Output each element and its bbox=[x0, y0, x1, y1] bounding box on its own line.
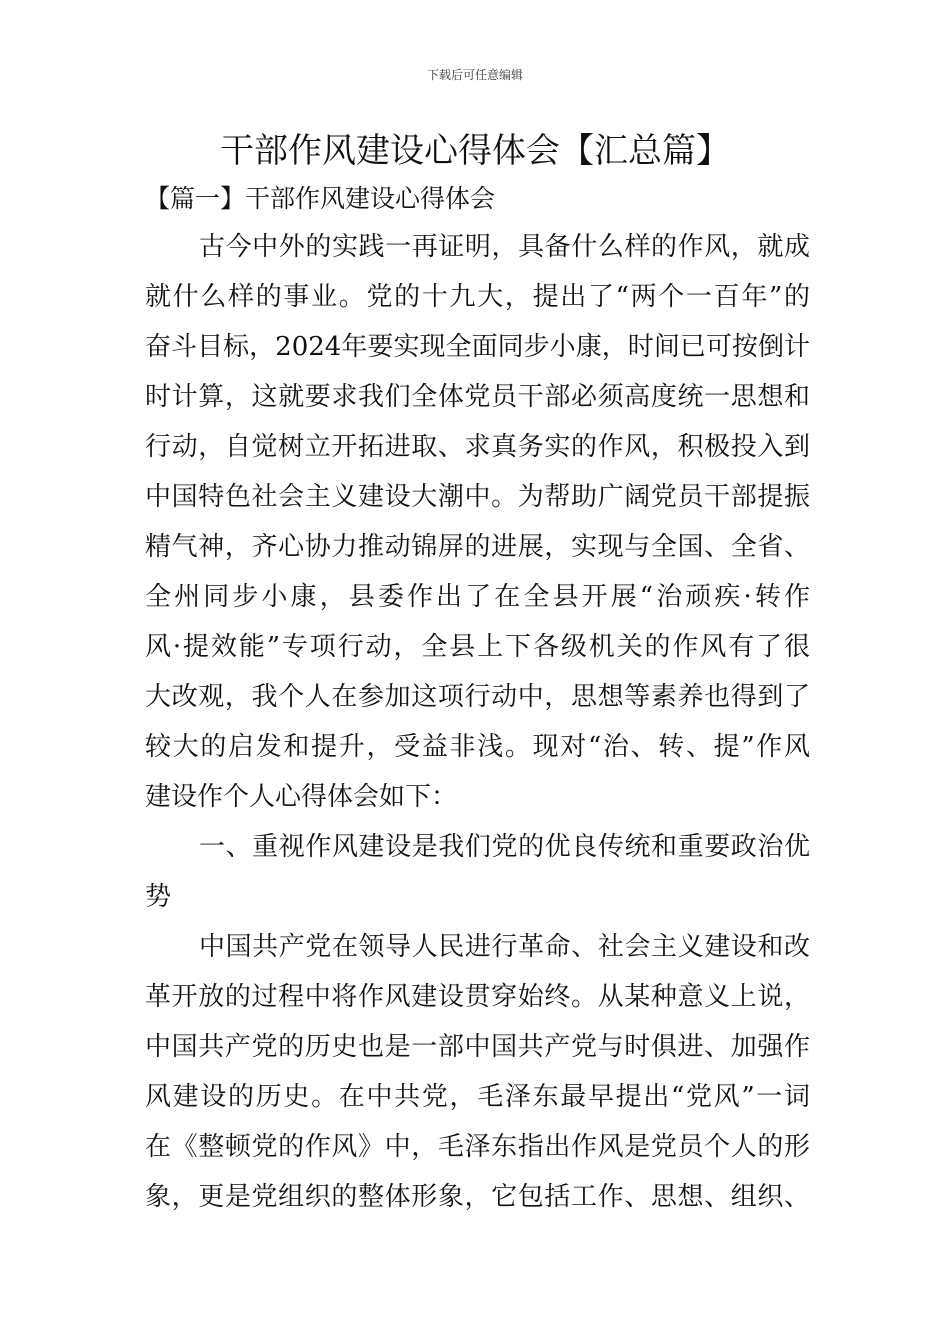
section-heading: 【篇一】干部作风建设心得体会 bbox=[145, 184, 496, 213]
paragraph-line: 时计算，这就要求我们全体党员干部必须高度统一思想和 bbox=[145, 382, 810, 412]
paragraph-line: 风·提效能”专项行动，全县上下各级机关的作风有了很 bbox=[145, 632, 810, 662]
subheading-line: 势 bbox=[145, 882, 172, 912]
header-note: 下载后可任意编辑 bbox=[426, 68, 523, 82]
paragraph-line: 大改观，我个人在参加这项行动中，思想等素养也得到了 bbox=[145, 682, 810, 712]
paragraph-line: 象，更是党组织的整体形象，它包括工作、思想、组织、 bbox=[145, 1182, 810, 1212]
document-title: 干部作风建设心得体会【汇总篇】 bbox=[220, 131, 730, 171]
paragraph-line: 建设作个人心得体会如下： bbox=[145, 782, 458, 812]
paragraph-line: 在《整顿党的作风》中，毛泽东指出作风是党员个人的形 bbox=[145, 1132, 810, 1162]
paragraph-line: 全州同步小康，县委作出了在全县开展“治顽疾·转作 bbox=[145, 582, 810, 612]
paragraph-line: 就什么样的事业。党的十九大，提出了“两个一百年”的 bbox=[145, 282, 810, 312]
paragraph-line: 奋斗目标，2024年要实现全面同步小康，时间已可按倒计 bbox=[145, 332, 810, 362]
paragraph-line: 精气神，齐心协力推动锦屏的进展，实现与全国、全省、 bbox=[145, 532, 810, 562]
paragraph-line: 中国共产党的历史也是一部中国共产党与时俱进、加强作 bbox=[145, 1032, 810, 1062]
paragraph-line: 革开放的过程中将作风建设贯穿始终。从某种意义上说， bbox=[145, 982, 810, 1012]
paragraph-line: 较大的启发和提升，受益非浅。现对“治、转、提”作风 bbox=[145, 732, 810, 762]
subheading-line: 一、重视作风建设是我们党的优良传统和重要政治优 bbox=[199, 832, 810, 862]
paragraph-line: 中国特色社会主义建设大潮中。为帮助广阔党员干部提振 bbox=[145, 482, 810, 512]
paragraph-line: 行动，自觉树立开拓进取、求真务实的作风，积极投入到 bbox=[145, 432, 810, 462]
paragraph-line: 古今中外的实践一再证明，具备什么样的作风，就成 bbox=[199, 232, 810, 262]
paragraph-line: 中国共产党在领导人民进行革命、社会主义建设和改 bbox=[199, 932, 810, 962]
paragraph-line: 风建设的历史。在中共党，毛泽东最早提出“党风”一词 bbox=[145, 1082, 810, 1112]
